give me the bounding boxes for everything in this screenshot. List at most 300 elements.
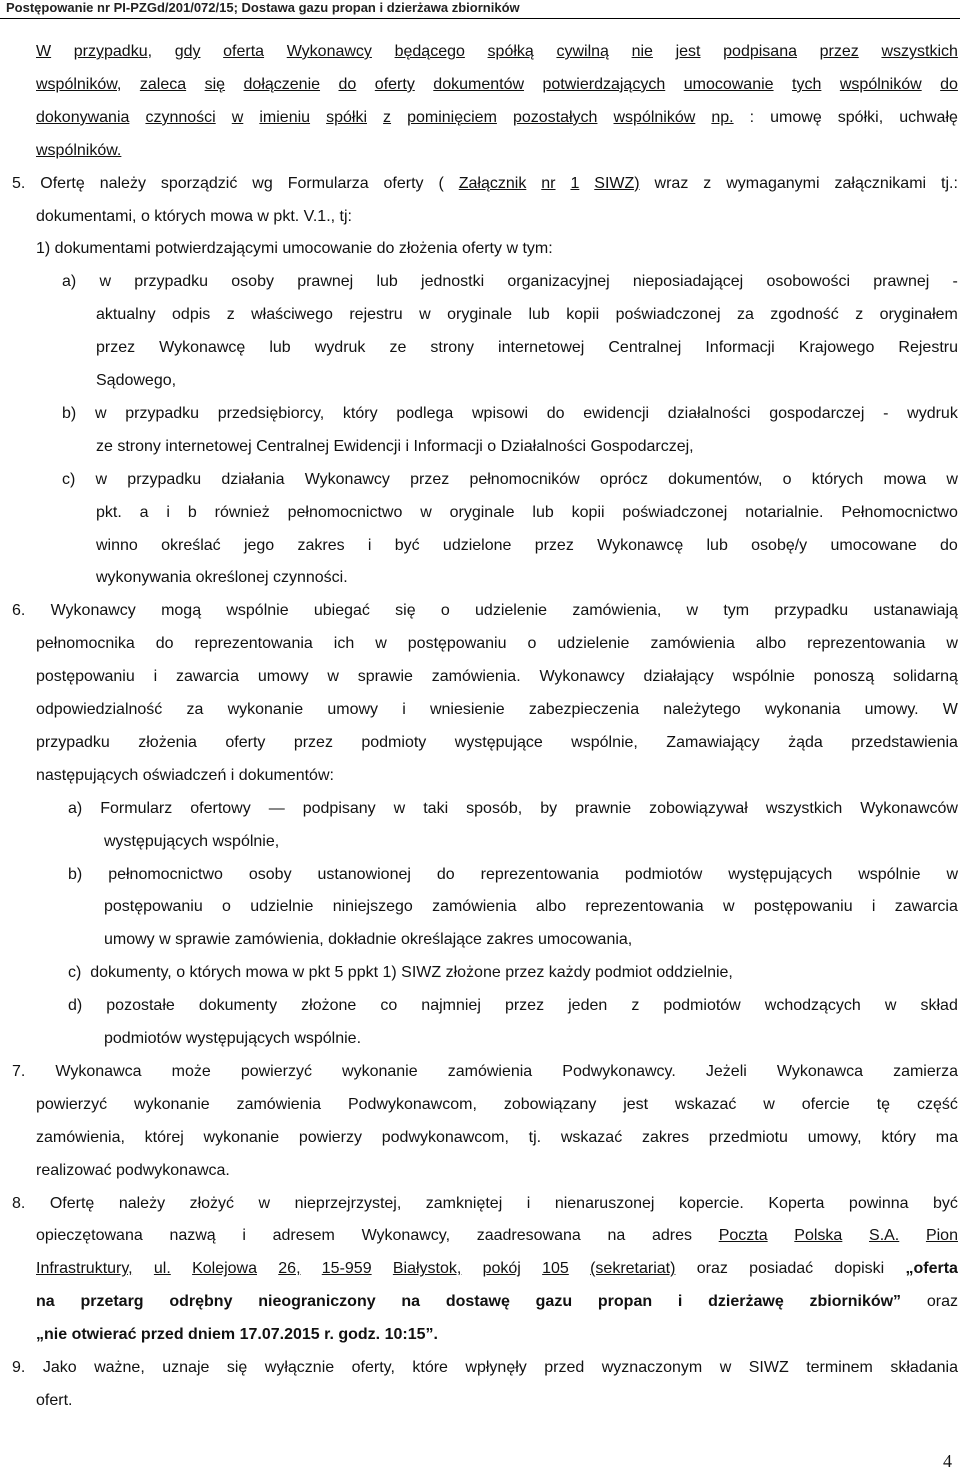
text-line xyxy=(0,661,960,693)
text-line xyxy=(0,1122,960,1154)
text-word: aktualny xyxy=(96,306,156,324)
text-word: i xyxy=(153,668,158,686)
text-run: Sądowego, xyxy=(96,372,177,389)
text-word: postępowaniu xyxy=(36,668,135,686)
text-word: przedsiębiorcy, xyxy=(217,404,325,422)
text-line xyxy=(0,924,960,956)
text-word: niniejszego xyxy=(332,898,413,916)
text-word: z xyxy=(631,997,640,1015)
text-word: zamówienia xyxy=(650,635,735,653)
text-word: Centralnej xyxy=(608,339,682,357)
text-word: w xyxy=(946,470,958,488)
text-word: spółki xyxy=(326,108,367,126)
text-word: - xyxy=(952,273,958,291)
text-word: Krajowego xyxy=(798,339,875,357)
text-word: Wykonawcy xyxy=(286,43,372,60)
text-word: podpisany xyxy=(302,799,376,817)
text-word: adres xyxy=(651,1227,692,1245)
text-word: zakres xyxy=(297,536,345,554)
text-line xyxy=(0,36,960,68)
text-word: ustanowionej xyxy=(317,865,411,883)
text-word: zakres xyxy=(641,1128,690,1146)
text-word: SIWZ xyxy=(748,1359,789,1376)
text-word: opieczętowana xyxy=(36,1227,143,1245)
text-word: jednostki xyxy=(421,273,485,291)
text-word: Jeżeli xyxy=(705,1062,747,1080)
text-word: zamówienia xyxy=(236,1095,322,1113)
text-word: Pion xyxy=(925,1227,958,1245)
text-word: Formularz xyxy=(100,799,173,817)
text-word: Wykonawcy, xyxy=(361,1227,451,1245)
text-word: działalności xyxy=(667,404,751,422)
text-word: oferty, xyxy=(351,1359,395,1376)
text-word: zabezpieczenia xyxy=(528,701,640,718)
text-word: wskazać xyxy=(675,1095,737,1113)
text-word: zobowiązany xyxy=(503,1095,597,1113)
text-run: ze strony internetowej Centralnej Ewidencji i Informacji o Działalności Gospodarczej, xyxy=(96,437,694,455)
text-word: - xyxy=(883,404,889,422)
text-word: solidarną xyxy=(892,668,958,686)
text-word: dopiski xyxy=(834,1260,885,1278)
text-word: 6. xyxy=(12,602,26,620)
text-line xyxy=(0,1089,960,1121)
text-word: osobę/y xyxy=(751,536,808,554)
text-word: podwykonawcom, xyxy=(381,1128,509,1146)
text-word: przypadku xyxy=(774,602,849,620)
text-word: powinna xyxy=(848,1194,909,1212)
text-word: podmioty xyxy=(361,733,427,751)
text-line xyxy=(0,727,960,759)
text-word: Informacji xyxy=(705,339,775,357)
text-word: np. xyxy=(711,108,734,126)
text-run: umowy w sprawie zamówienia, dokładnie określające zakres umocowania, xyxy=(104,931,633,949)
text-word: nieposiadającej xyxy=(632,273,744,291)
text-run: c) dokumenty, o których mowa w pkt 5 ppkt 1) SIWZ złożone przez każdy podmiot oddzielnie, xyxy=(68,964,733,982)
text-word: pominięciem xyxy=(407,108,497,126)
text-run: 1) dokumentami potwierdzającymi umocowanie do złożenia oferty w tym: xyxy=(36,240,553,258)
text-word: S.A. xyxy=(869,1227,900,1245)
text-word: być xyxy=(394,536,420,554)
text-word: złożenia xyxy=(138,733,197,751)
text-word: zamówienia, xyxy=(572,602,662,620)
text-word: powierzyć xyxy=(240,1062,312,1080)
text-line xyxy=(0,1286,960,1318)
text-line xyxy=(0,233,960,265)
text-word: lub xyxy=(376,273,398,291)
text-word: 1 xyxy=(570,174,580,192)
text-word: z xyxy=(855,306,864,324)
text-word: przypadku xyxy=(36,733,110,751)
text-word: a xyxy=(139,503,149,521)
text-word: przedstawienia xyxy=(851,733,958,751)
text-word: albo xyxy=(755,635,787,653)
text-word: sposób, xyxy=(466,799,523,817)
text-word: : xyxy=(749,108,755,126)
text-word: dzierżawę xyxy=(708,1293,784,1311)
text-word: wspólnie xyxy=(732,668,795,686)
text-word: imieniu xyxy=(259,108,311,126)
text-word: na xyxy=(607,1227,626,1245)
text-word: przed xyxy=(544,1359,585,1376)
text-word: wszystkich xyxy=(765,799,843,817)
text-word: Wykonawcę xyxy=(159,339,246,357)
text-word: propan xyxy=(597,1293,653,1311)
text-word: dołączenie xyxy=(243,75,321,93)
text-word: Ofertę xyxy=(49,1194,95,1212)
text-word: — xyxy=(268,799,285,817)
text-word: do xyxy=(546,404,565,422)
text-word: albo xyxy=(535,898,567,916)
text-word: reprezentowania xyxy=(585,898,704,916)
text-word: wydruk xyxy=(907,404,958,422)
text-word: Załącznik xyxy=(458,174,527,192)
text-word: Wykonawca xyxy=(776,1062,863,1080)
text-line xyxy=(0,431,960,463)
text-word: pokój xyxy=(482,1260,521,1278)
text-line xyxy=(0,530,960,562)
text-word: 26, xyxy=(278,1260,301,1278)
text-word: gospodarczej xyxy=(769,404,865,422)
text-word: się xyxy=(204,75,226,93)
text-word: lub xyxy=(706,536,728,554)
text-word: za xyxy=(736,306,754,324)
header-title: Postępowanie nr PI-PZGd/201/072/15; Dostawa gazu propan i dzierżawa zbiorników xyxy=(6,0,520,15)
text-word: się xyxy=(395,602,416,620)
text-word: przetarg xyxy=(80,1293,144,1311)
text-word: ustanawiają xyxy=(873,602,958,620)
text-line xyxy=(0,266,960,298)
text-word: Wykonawcy xyxy=(304,470,390,488)
text-word: należy xyxy=(99,174,146,192)
text-line xyxy=(0,562,960,594)
text-word: na xyxy=(36,1293,55,1311)
text-word: potwierdzających xyxy=(542,75,666,93)
text-word: powierzyć xyxy=(36,1095,108,1113)
text-word: tj.: xyxy=(941,174,958,192)
text-word: zamówienia, xyxy=(36,1128,125,1146)
text-word: oryginałem xyxy=(879,306,958,324)
text-word: których xyxy=(811,470,864,488)
text-word: by xyxy=(540,799,558,817)
text-line xyxy=(0,957,960,989)
text-word: umowy xyxy=(257,668,309,686)
text-word: Koperta xyxy=(768,1194,825,1212)
text-word: podlega xyxy=(396,404,454,422)
text-word: ewidencji xyxy=(583,404,650,422)
text-word: udzielenie xyxy=(475,602,548,620)
text-word: nazwą xyxy=(169,1227,216,1245)
text-word: b) xyxy=(62,404,77,422)
text-word: gdy xyxy=(174,43,201,60)
text-word: wspólnie xyxy=(226,602,289,620)
text-word: ma xyxy=(935,1128,958,1146)
text-word: również xyxy=(214,503,270,521)
text-word: i xyxy=(242,1227,246,1245)
text-run: wykonywania określonej czynności. xyxy=(96,569,348,587)
text-word: zawarcia xyxy=(894,898,958,916)
text-word: w xyxy=(375,635,387,653)
text-word: do xyxy=(940,536,958,554)
text-word: prawnie xyxy=(575,799,632,817)
text-word: zbiorników” xyxy=(809,1293,902,1311)
text-word: załącznikami xyxy=(834,174,927,192)
text-word: skład xyxy=(920,997,958,1015)
text-word: żąda xyxy=(788,733,823,751)
text-word: w xyxy=(946,635,958,653)
text-word: Infrastruktury, xyxy=(36,1260,133,1278)
text-word: adresem xyxy=(272,1227,335,1245)
text-line xyxy=(0,1155,960,1187)
text-word: rejestru xyxy=(349,306,403,324)
text-word: b) xyxy=(68,865,83,883)
text-word: ważne, xyxy=(94,1359,145,1376)
text-word: właściwego xyxy=(251,306,333,324)
text-word: należy xyxy=(118,1194,166,1212)
text-line xyxy=(0,1188,960,1220)
text-word: z xyxy=(383,108,392,126)
text-word: wykonania xyxy=(764,701,841,718)
text-word: powierzy xyxy=(298,1128,363,1146)
text-word: posiadać xyxy=(749,1260,814,1278)
text-line xyxy=(0,365,960,397)
text-word: nie xyxy=(631,43,653,60)
text-word: postępowaniu xyxy=(407,635,507,653)
text-word: 7. xyxy=(12,1062,26,1080)
text-word: postępowaniu xyxy=(753,898,853,916)
text-word: z xyxy=(703,174,712,192)
text-word: w xyxy=(99,273,112,291)
text-word: umowy, xyxy=(807,1128,862,1146)
text-word: pełnomocnictwo xyxy=(287,503,403,521)
text-word: Pełnomocnictwo xyxy=(841,503,958,521)
text-word: lub xyxy=(528,306,550,324)
text-word: w xyxy=(327,668,339,686)
text-word: osoby xyxy=(231,273,274,291)
text-word: uchwałę xyxy=(899,108,958,126)
text-word: część xyxy=(916,1095,958,1113)
text-line xyxy=(0,497,960,529)
text-run: wspólników. xyxy=(36,141,122,159)
text-word: należytego xyxy=(663,701,741,718)
text-word: ponoszą xyxy=(813,668,875,686)
text-word: i xyxy=(367,536,372,554)
text-word: wykonanie xyxy=(342,1062,418,1080)
text-word: Polska xyxy=(794,1227,843,1245)
text-run: podmiotów występujących wspólnie. xyxy=(104,1030,362,1047)
text-word: o xyxy=(440,602,450,620)
text-word: wspólnie, xyxy=(571,733,638,751)
text-word: przez xyxy=(96,339,136,357)
text-line xyxy=(0,990,960,1022)
text-word: osoby xyxy=(248,865,292,883)
text-word: do xyxy=(155,635,174,653)
text-word: może xyxy=(171,1062,211,1080)
text-word: ofertowy xyxy=(190,799,251,817)
text-word: oryginale xyxy=(447,306,513,324)
text-word: umowę xyxy=(770,108,822,126)
text-word: pełnomocników xyxy=(469,470,580,488)
text-word: 9. xyxy=(12,1359,26,1376)
text-word: i xyxy=(871,898,876,916)
text-word: b xyxy=(187,503,197,521)
text-word: wchodzących xyxy=(764,997,861,1015)
text-word: 5. xyxy=(12,174,26,192)
text-word: złożone xyxy=(301,997,357,1015)
text-word: Wykonawcy xyxy=(539,668,625,686)
text-word: Wykonawców xyxy=(860,799,958,817)
text-word: ubiegać xyxy=(313,602,370,620)
text-word: dokumentów, xyxy=(668,470,763,488)
text-line xyxy=(0,760,960,792)
text-word: i xyxy=(677,1293,683,1311)
text-word: przez xyxy=(410,470,450,488)
text-word: W xyxy=(36,43,52,60)
text-word: przez xyxy=(534,536,574,554)
text-word: za xyxy=(186,701,204,718)
text-word: składania xyxy=(890,1359,958,1376)
text-word: wykonanie xyxy=(203,1128,280,1146)
text-word: przez xyxy=(293,733,333,751)
text-word: działający xyxy=(643,668,714,686)
text-word: w xyxy=(258,1194,271,1212)
text-word: ich xyxy=(333,635,355,653)
text-word: dostawę xyxy=(445,1293,510,1311)
text-word: podmiotów xyxy=(663,997,741,1015)
text-word: ul. xyxy=(153,1260,171,1278)
text-word: najmniej xyxy=(421,997,481,1015)
text-word: czynności xyxy=(145,108,216,126)
text-run: następujących oświadczeń i dokumentów: xyxy=(36,766,334,784)
text-word: sprawie xyxy=(357,668,413,686)
text-word: nieprzejrzystej, xyxy=(294,1194,402,1212)
text-word: wymaganymi xyxy=(726,174,820,192)
text-word: Poczta xyxy=(718,1227,768,1245)
text-word: podmiotów xyxy=(624,865,703,883)
text-word: przypadku xyxy=(127,470,202,488)
text-word: w xyxy=(722,898,735,916)
text-word: gazu xyxy=(535,1293,573,1311)
text-word: oferta xyxy=(223,43,265,60)
text-word: oferty xyxy=(383,174,424,192)
text-word: w xyxy=(95,470,108,488)
text-word: przypadku xyxy=(125,404,200,422)
text-word: wg xyxy=(252,174,273,192)
text-line xyxy=(0,793,960,825)
text-word: jego xyxy=(243,536,275,554)
text-word: zawarcia xyxy=(175,668,240,686)
page-number: 4 xyxy=(943,1451,952,1471)
text-word: tj. xyxy=(528,1128,542,1146)
text-word: Wykonawcy xyxy=(50,602,136,620)
text-word: wraz xyxy=(654,174,689,192)
text-word: jest xyxy=(623,1095,649,1113)
text-word: do xyxy=(940,75,958,93)
text-line xyxy=(0,464,960,496)
text-word: o xyxy=(527,635,537,653)
text-word: osobowości xyxy=(766,273,851,291)
text-word: w xyxy=(686,602,699,620)
text-word: oferty xyxy=(225,733,266,751)
text-word: winno xyxy=(96,536,138,554)
text-word: SIWZ) xyxy=(594,174,640,192)
text-word: nieograniczony xyxy=(258,1293,376,1311)
text-word: 105 xyxy=(542,1260,569,1278)
text-word: sporządzić xyxy=(160,174,238,192)
text-line xyxy=(0,1352,960,1384)
text-line xyxy=(0,694,960,726)
text-line xyxy=(0,826,960,858)
text-word: do xyxy=(338,75,357,93)
text-word: zaleca xyxy=(139,75,187,93)
text-word: strony xyxy=(430,339,474,357)
text-word: organizacyjnej xyxy=(507,273,610,291)
text-word: Zamawiający xyxy=(666,733,760,751)
text-word: uznaje xyxy=(162,1359,210,1376)
text-word: w xyxy=(946,865,958,883)
text-line xyxy=(0,1319,960,1351)
text-word: przez xyxy=(504,997,545,1015)
text-word: co xyxy=(380,997,398,1015)
text-word: wpłynęły xyxy=(465,1359,527,1376)
text-word: być xyxy=(933,1194,958,1212)
text-word: wspólnie xyxy=(858,865,921,883)
text-word: który xyxy=(342,404,378,422)
text-word: odpowiedzialność xyxy=(36,701,163,718)
text-word: Białystok, xyxy=(392,1260,462,1278)
text-word: oferty xyxy=(374,75,415,93)
text-line xyxy=(0,595,960,627)
text-word: dokumenty xyxy=(198,997,278,1015)
text-line xyxy=(0,168,960,200)
text-run: realizować podwykonawca. xyxy=(36,1161,230,1179)
text-word: lub xyxy=(532,503,554,521)
text-word: wyłącznie xyxy=(264,1359,335,1376)
text-word: W xyxy=(942,701,958,718)
text-run: występujących wspólnie, xyxy=(104,832,280,850)
text-line xyxy=(0,299,960,331)
text-word: z xyxy=(226,306,235,324)
text-word: przypadku, xyxy=(73,43,153,60)
text-word: przez xyxy=(819,43,859,60)
text-word: odpis xyxy=(172,306,211,324)
text-word: nr xyxy=(541,174,556,192)
text-word: podpisana xyxy=(723,43,797,60)
text-word: 15-959 xyxy=(321,1260,372,1278)
text-word: pkt. xyxy=(96,503,122,521)
text-word: wykonanie xyxy=(227,701,304,718)
text-word: pełnomocnictwo xyxy=(108,865,223,883)
text-word: w xyxy=(419,306,431,324)
text-word: pełnomocnika xyxy=(36,635,135,653)
text-word: i xyxy=(526,1194,531,1212)
text-word: umowy. xyxy=(864,701,919,718)
text-word: tę xyxy=(876,1095,891,1113)
text-word: wydruk xyxy=(314,339,366,357)
text-line xyxy=(0,859,960,891)
text-word: internetowej xyxy=(498,339,585,357)
text-word: przypadku xyxy=(134,273,209,291)
text-word: zgodność xyxy=(770,306,839,324)
text-run: „nie otwierać przed dniem 17.07.2015 r. godz. 10:15”. xyxy=(36,1326,438,1344)
text-run: ofert. xyxy=(36,1391,73,1409)
text-word: c) xyxy=(62,470,76,488)
text-word: Wykonawcę xyxy=(597,536,684,554)
text-word: „oferta xyxy=(905,1260,958,1278)
text-word: d) xyxy=(68,997,83,1015)
text-word: oprócz xyxy=(599,470,648,488)
text-word: a) xyxy=(62,273,77,291)
text-line xyxy=(0,398,960,430)
